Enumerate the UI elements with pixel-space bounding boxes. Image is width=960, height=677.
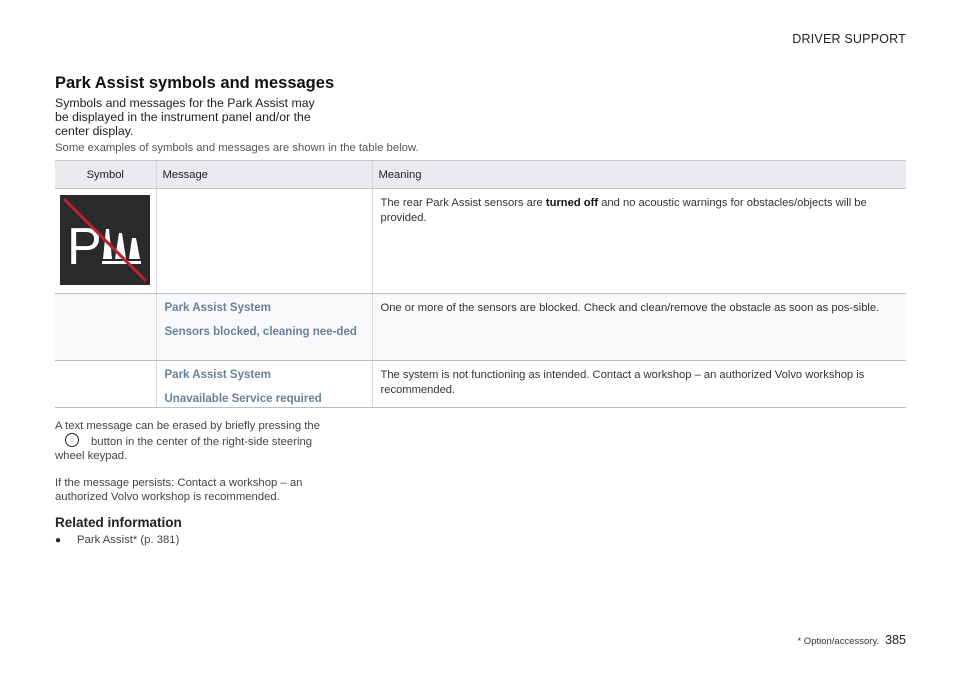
paragraph-text: button in the center of the right-side steering wheel keypad. [55, 436, 313, 462]
header-meaning: Meaning [372, 161, 906, 189]
message-title: Park Assist System [164, 302, 271, 314]
message-cell [156, 294, 372, 361]
message-detail: Unavailable Service required [164, 393, 322, 405]
table-header-row [55, 161, 906, 189]
meaning-text [381, 196, 899, 226]
list-item[interactable] [55, 534, 179, 546]
meaning-cell [372, 189, 906, 294]
meaning-emphasis: turned off [545, 197, 599, 209]
header-message: Message [156, 161, 372, 189]
paragraph-text: A text message can be erased by briefly pressing the [55, 420, 320, 432]
ok-button-icon [65, 433, 79, 447]
meaning-cell [372, 294, 906, 361]
footnote: * Option/accessory. [797, 636, 880, 647]
table-intro: Some examples of symbols and messages are shown in the table below. [55, 142, 419, 154]
meaning-text: The system is not functioning as intended. Contact a workshop – an authorized Volvo workshop is recommended. [380, 369, 865, 396]
meaning-cell [372, 361, 906, 408]
meaning-text-part: The rear Park Assist sensors are [380, 197, 546, 209]
symbol-cell [55, 361, 156, 408]
page-footer [797, 633, 906, 647]
symbol-cell [55, 189, 156, 294]
related-info-list [55, 534, 179, 546]
related-info-heading: Related information [55, 515, 182, 530]
table-row [55, 294, 906, 361]
section-header: DRIVER SUPPORT [792, 32, 906, 46]
intro-paragraph: Symbols and messages for the Park Assist may be displayed in the instrument panel and/or the center display. [55, 96, 315, 138]
message-title: Park Assist System [164, 369, 271, 381]
erase-message-paragraph [55, 419, 330, 463]
page-title: Park Assist symbols and messages [55, 74, 335, 92]
meaning-text: One or more of the sensors are blocked. Check and clean/remove the obstacle as soon as pos-sible. [380, 302, 880, 314]
header-symbol: Symbol [55, 161, 156, 189]
meaning-text-part: and no acoustic warnings for obstacles/objects will be provided. [380, 197, 867, 224]
symbol-cell [55, 294, 156, 361]
persist-paragraph: If the message persists: Contact a workshop – an authorized Volvo workshop is recommended. [55, 477, 303, 503]
park-assist-off-icon [60, 195, 150, 285]
message-cell [156, 361, 372, 408]
table-row [55, 189, 906, 294]
message-detail: Sensors blocked, cleaning nee-ded [164, 326, 357, 338]
symbols-table [55, 160, 906, 408]
page-number: 385 [885, 633, 906, 647]
bullet-icon: ● [55, 535, 62, 546]
table-row [55, 361, 906, 408]
message-cell [156, 189, 372, 294]
related-link[interactable]: Park Assist* (p. 381) [77, 534, 180, 546]
svg-text:P: P [67, 218, 102, 276]
